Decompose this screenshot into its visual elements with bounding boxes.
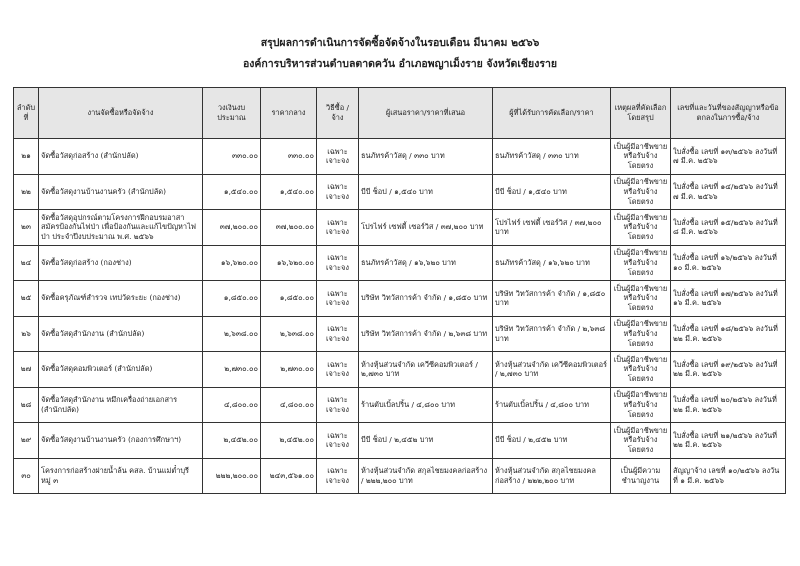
column-header: เลขที่และวันที่ของสัญญาหรือข้อตกลงในการซื้อ/จ้าง bbox=[671, 88, 786, 139]
procurement-method: เฉพาะเจาะจง bbox=[317, 210, 359, 246]
table-row bbox=[14, 245, 786, 281]
contract-reference: ใบสั่งซื้อ เลขที่ ๑๖/๒๕๖๖ ลงวันที่ ๑๐ มี.ค. ๒๕๖๖ bbox=[671, 245, 786, 281]
column-header: งานจัดซื้อหรือจัดจ้าง bbox=[39, 88, 203, 139]
contract-reference: ใบสั่งซื้อ เลขที่ ๑๗/๒๕๖๖ ลงวันที่ ๑๖ มี.ค. ๒๕๖๖ bbox=[671, 281, 786, 317]
bidder-price: บริษัท วิทวัสการค้า จำกัด / ๑,๘๕๐ บาท bbox=[359, 281, 493, 317]
column-header: วิธีซื้อ / จ้าง bbox=[317, 88, 359, 139]
procurement-item: จัดซื้อวัสดุคอมพิวเตอร์ (สำนักปลัด) bbox=[39, 352, 203, 388]
procurement-item: จัดซื้อวัสดุก่อสร้าง (สำนักปลัด) bbox=[39, 139, 203, 175]
procurement-method: เฉพาะเจาะจง bbox=[317, 174, 359, 210]
bidder-price: บีบี ช็อป / ๒,๔๕๒ บาท bbox=[359, 423, 493, 459]
procurement-method: เฉพาะเจาะจง bbox=[317, 245, 359, 281]
procurement-method: เฉพาะเจาะจง bbox=[317, 458, 359, 494]
bidder-price: ห้างหุ้นส่วนจำกัด เควีซีคอมพิวเตอร์ / ๒,๗๓๐ บาท bbox=[359, 352, 493, 388]
procurement-item: จัดซื้อวัสดุงานบ้านงานครัว (กองการศึกษาฯ) bbox=[39, 423, 203, 459]
row-number: ๒๑ bbox=[14, 139, 39, 175]
selected-vendor: บริษัท วิทวัสการค้า จำกัด / ๑,๘๕๐ บาท bbox=[493, 281, 611, 317]
contract-reference: ใบสั่งซื้อ เลขที่ ๑๕/๒๕๖๖ ลงวันที่ ๘ มี.ค. ๒๕๖๖ bbox=[671, 210, 786, 246]
budget-amount: ๔,๘๐๐.๐๐ bbox=[203, 387, 261, 423]
selected-vendor: ห้างหุ้นส่วนจำกัด สกุลไชยมงคลก่อสร้าง / ๒๒๒,๒๐๐ บาท bbox=[493, 458, 611, 494]
median-price: ๑,๘๕๐.๐๐ bbox=[261, 281, 317, 317]
header-row bbox=[14, 88, 786, 139]
budget-amount: ๒,๔๕๒.๐๐ bbox=[203, 423, 261, 459]
table-row bbox=[14, 281, 786, 317]
table-row bbox=[14, 174, 786, 210]
procurement-method: เฉพาะเจาะจง bbox=[317, 387, 359, 423]
median-price: ๑,๕๔๐.๐๐ bbox=[261, 174, 317, 210]
procurement-item: จัดซื้อวัสดุอุปกรณ์ตามโครงการฝึกอบรมอาสาสมัครป้องกันไฟป่า เพื่อป้องกันและแก้ไขปัญหาไฟป่า ประจำปีงบประมาณ พ.ศ. ๒๕๖๖ bbox=[39, 210, 203, 246]
selected-vendor: ธนภัทรค้าวัสดุ / ๑๖,๖๒๐ บาท bbox=[493, 245, 611, 281]
procurement-item: จัดซื้อครุภัณฑ์สำรวจ เทปวัดระยะ (กองช่าง) bbox=[39, 281, 203, 317]
column-header: เหตุผลที่คัดเลือกโดยสรุป bbox=[611, 88, 671, 139]
row-number: ๓๐ bbox=[14, 458, 39, 494]
median-price: ๒,๗๓๐.๐๐ bbox=[261, 352, 317, 388]
procurement-item: จัดซื้อวัสดุก่อสร้าง (กองช่าง) bbox=[39, 245, 203, 281]
row-number: ๒๖ bbox=[14, 316, 39, 352]
median-price: ๒,๖๓๘.๐๐ bbox=[261, 316, 317, 352]
procurement-item: โครงการก่อสร้างฝายน้ำล้น คสล. บ้านแม่ต๋ำบุรี หมู่ ๓ bbox=[39, 458, 203, 494]
column-header: ผู้เสนอราคา/ราคาที่เสนอ bbox=[359, 88, 493, 139]
column-header: ผู้ที่ได้รับการคัดเลือก/ราคา bbox=[493, 88, 611, 139]
row-number: ๒๗ bbox=[14, 352, 39, 388]
budget-amount: ๒,๖๓๘.๐๐ bbox=[203, 316, 261, 352]
table-row bbox=[14, 352, 786, 388]
contract-reference: ใบสั่งซื้อ เลขที่ ๑๘/๒๕๖๖ ลงวันที่ ๒๒ มี.ค. ๒๕๖๖ bbox=[671, 316, 786, 352]
contract-reference: สัญญาจ้าง เลขที่ ๑๐/๒๕๖๖ ลงวันที่ ๑ มี.ค. ๒๕๖๖ bbox=[671, 458, 786, 494]
selection-reason: เป็นผู้มีอาชีพขายหรือรับจ้างโดยตรง bbox=[611, 139, 671, 175]
table-row bbox=[14, 210, 786, 246]
procurement-item: จัดซื้อวัสดุสำนักงาน (สำนักปลัด) bbox=[39, 316, 203, 352]
row-number: ๒๘ bbox=[14, 387, 39, 423]
budget-amount: ๓๗,๒๐๐.๐๐ bbox=[203, 210, 261, 246]
column-header: วงเงินงบประมาณ bbox=[203, 88, 261, 139]
selected-vendor: ธนภัทรค้าวัสดุ / ๓๓๐ บาท bbox=[493, 139, 611, 175]
procurement-method: เฉพาะเจาะจง bbox=[317, 352, 359, 388]
contract-reference: ใบสั่งซื้อ เลขที่ ๑๔/๒๕๖๖ ลงวันที่ ๗ มี.ค. ๒๕๖๖ bbox=[671, 174, 786, 210]
row-number: ๒๔ bbox=[14, 245, 39, 281]
budget-amount: ๓๓๐.๐๐ bbox=[203, 139, 261, 175]
table-row bbox=[14, 423, 786, 459]
median-price: ๑๖,๖๒๐.๐๐ bbox=[261, 245, 317, 281]
median-price: ๔,๘๐๐.๐๐ bbox=[261, 387, 317, 423]
procurement-method: เฉพาะเจาะจง bbox=[317, 139, 359, 175]
table-row bbox=[14, 387, 786, 423]
bidder-price: บีบี ช็อป / ๑,๕๔๐ บาท bbox=[359, 174, 493, 210]
page-title: สรุปผลการดำเนินการจัดซื้อจัดจ้างในรอบเดือน มีนาคม ๒๕๖๖ bbox=[260, 37, 540, 49]
selection-reason: เป็นผู้มีอาชีพขายหรือรับจ้างโดยตรง bbox=[611, 210, 671, 246]
bidder-price: ธนภัทรค้าวัสดุ / ๓๓๐ บาท bbox=[359, 139, 493, 175]
selection-reason: เป็นผู้มีอาชีพขายหรือรับจ้างโดยตรง bbox=[611, 423, 671, 459]
median-price: ๒,๔๕๒.๐๐ bbox=[261, 423, 317, 459]
median-price: ๒๔๓,๕๖๑.๐๐ bbox=[261, 458, 317, 494]
median-price: ๓๓๐.๐๐ bbox=[261, 139, 317, 175]
budget-amount: ๑,๕๔๐.๐๐ bbox=[203, 174, 261, 210]
selection-reason: เป็นผู้มีอาชีพขายหรือรับจ้างโดยตรง bbox=[611, 174, 671, 210]
selection-reason: เป็นผู้มีอาชีพขายหรือรับจ้างโดยตรง bbox=[611, 316, 671, 352]
table-row bbox=[14, 458, 786, 494]
contract-reference: ใบสั่งซื้อ เลขที่ ๑๙/๒๕๖๖ ลงวันที่ ๒๒ มี.ค. ๒๕๖๖ bbox=[671, 352, 786, 388]
median-price: ๓๗,๒๐๐.๐๐ bbox=[261, 210, 317, 246]
bidder-price: ห้างหุ้นส่วนจำกัด สกุลไชยมงคลก่อสร้าง / ๒๒๒,๒๐๐ บาท bbox=[359, 458, 493, 494]
selection-reason: เป็นผู้มีอาชีพขายหรือรับจ้างโดยตรง bbox=[611, 387, 671, 423]
selected-vendor: บริษัท วิทวัสการค้า จำกัด / ๒,๖๓๘ บาท bbox=[493, 316, 611, 352]
page-subtitle: องค์การบริหารส่วนตำบลตาดควัน อำเภอพญาเม็งราย จังหวัดเชียงราย bbox=[242, 58, 558, 70]
bidder-price: บริษัท วิทวัสการค้า จำกัด / ๒,๖๓๘ บาท bbox=[359, 316, 493, 352]
row-number: ๒๒ bbox=[14, 174, 39, 210]
budget-amount: ๒๒๒,๒๐๐.๐๐ bbox=[203, 458, 261, 494]
selection-reason: เป็นผู้มีอาชีพขายหรือรับจ้างโดยตรง bbox=[611, 245, 671, 281]
selected-vendor: ร้านตับเบิ้ลปริ้น / ๔,๘๐๐ บาท bbox=[493, 387, 611, 423]
column-header: ราคากลาง bbox=[261, 88, 317, 139]
contract-reference: ใบสั่งซื้อ เลขที่ ๒๐/๒๕๖๖ ลงวันที่ ๒๒ มี.ค. ๒๕๖๖ bbox=[671, 387, 786, 423]
contract-reference: ใบสั่งซื้อ เลขที่ ๒๑/๒๕๖๖ ลงวันที่ ๒๒ มี.ค. ๒๕๖๖ bbox=[671, 423, 786, 459]
selected-vendor: ห้างหุ้นส่วนจำกัด เควีซีคอมพิวเตอร์ / ๒,๗๓๐ บาท bbox=[493, 352, 611, 388]
row-number: ๒๕ bbox=[14, 281, 39, 317]
budget-amount: ๑๖,๖๒๐.๐๐ bbox=[203, 245, 261, 281]
bidder-price: ธนภัทรค้าวัสดุ / ๑๖,๖๒๐ บาท bbox=[359, 245, 493, 281]
column-header: ลำดับที่ bbox=[14, 88, 39, 139]
table-row bbox=[14, 139, 786, 175]
selection-reason: เป็นผู้มีความชำนาญงาน bbox=[611, 458, 671, 494]
budget-amount: ๑,๘๕๐.๐๐ bbox=[203, 281, 261, 317]
procurement-method: เฉพาะเจาะจง bbox=[317, 316, 359, 352]
bidder-price: โปรไฟร์ เซฟตี้ เซอร์วิส / ๓๗,๒๐๐ บาท bbox=[359, 210, 493, 246]
budget-amount: ๒,๗๓๐.๐๐ bbox=[203, 352, 261, 388]
procurement-method: เฉพาะเจาะจง bbox=[317, 281, 359, 317]
procurement-method: เฉพาะเจาะจง bbox=[317, 423, 359, 459]
row-number: ๒๙ bbox=[14, 423, 39, 459]
table-row bbox=[14, 316, 786, 352]
selection-reason: เป็นผู้มีอาชีพขายหรือรับจ้างโดยตรง bbox=[611, 352, 671, 388]
contract-reference: ใบสั่งซื้อ เลขที่ ๑๓/๒๕๖๖ ลงวันที่ ๗ มี.ค. ๒๕๖๖ bbox=[671, 139, 786, 175]
procurement-item: จัดซื้อวัสดุสำนักงาน หมึกเครื่องถ่ายเอกสาร (สำนักปลัด) bbox=[39, 387, 203, 423]
selected-vendor: บีบี ช็อป / ๒,๔๕๒ บาท bbox=[493, 423, 611, 459]
selection-reason: เป็นผู้มีอาชีพขายหรือรับจ้างโดยตรง bbox=[611, 281, 671, 317]
selected-vendor: โปรไฟร์ เซฟตี้ เซอร์วิส / ๓๗,๒๐๐ บาท bbox=[493, 210, 611, 246]
procurement-item: จัดซื้อวัสดุงานบ้านงานครัว (สำนักปลัด) bbox=[39, 174, 203, 210]
selected-vendor: บีบี ช็อป / ๑,๕๔๐ บาท bbox=[493, 174, 611, 210]
procurement-table bbox=[13, 87, 786, 494]
bidder-price: ร้านตับเบิ้ลปริ้น / ๔,๘๐๐ บาท bbox=[359, 387, 493, 423]
row-number: ๒๓ bbox=[14, 210, 39, 246]
